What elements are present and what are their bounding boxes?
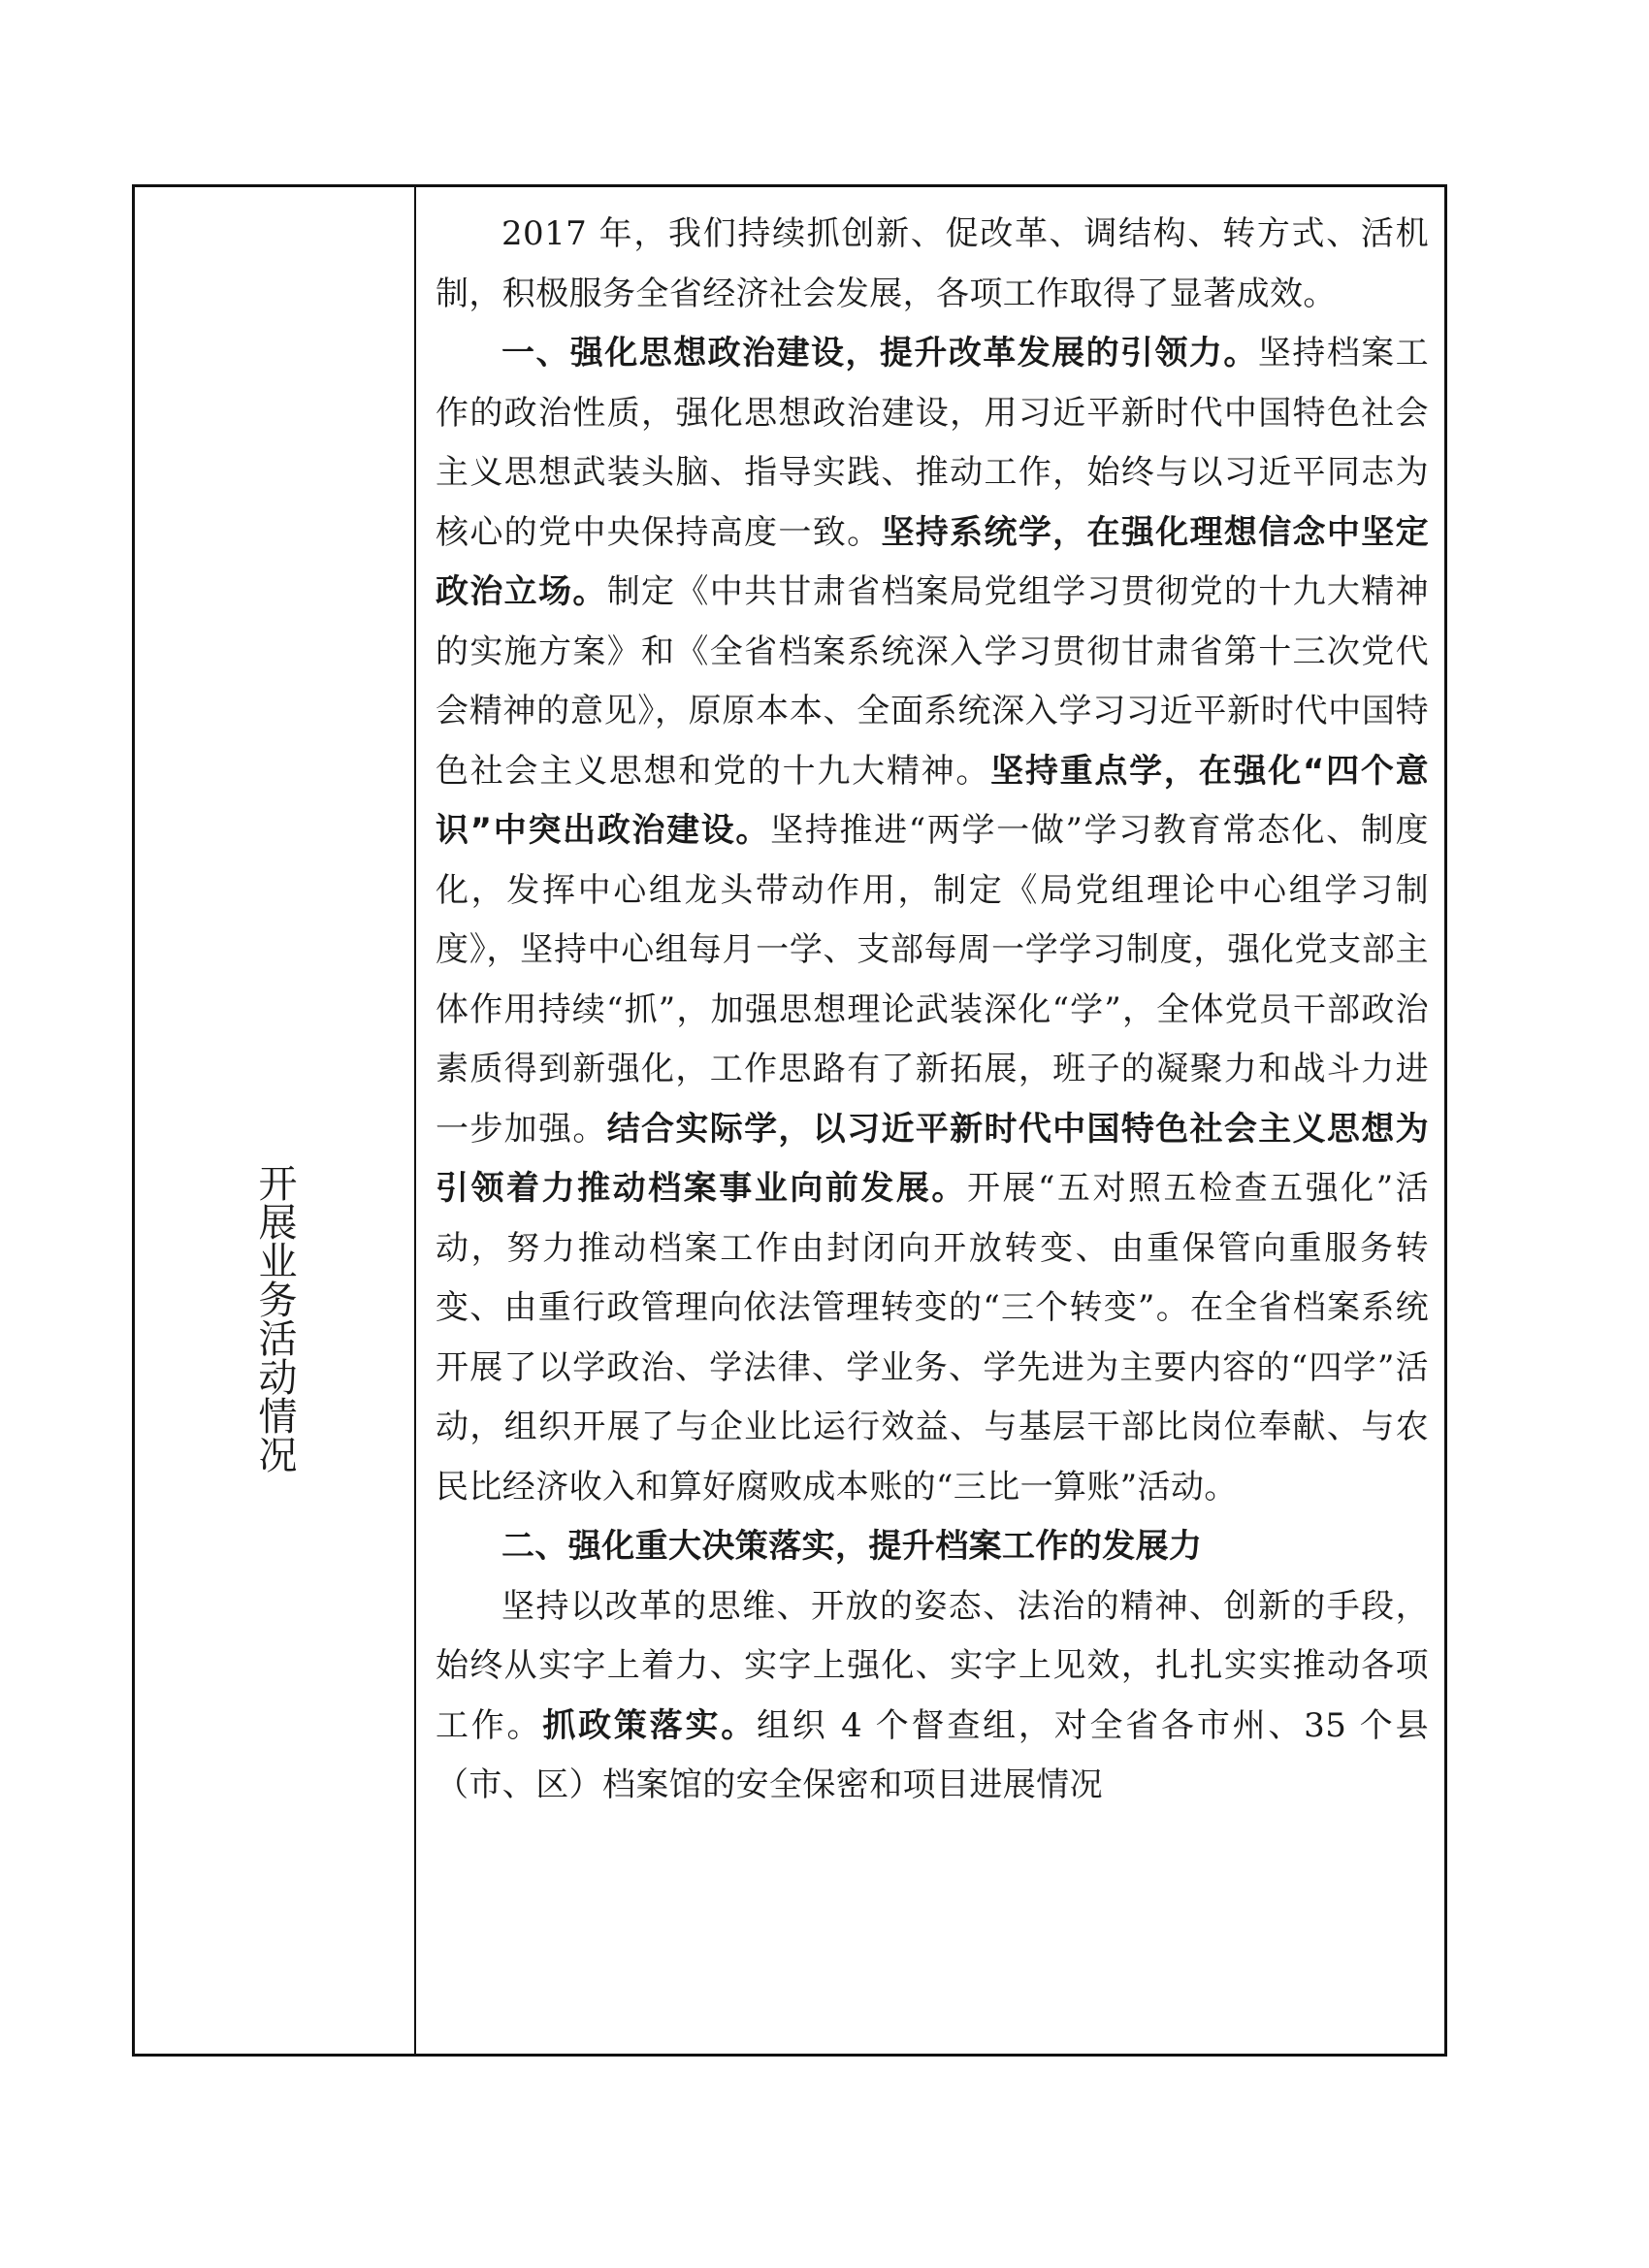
section-two-bold-1: 抓政策落实。 <box>542 1705 758 1745</box>
form-table <box>132 184 1447 2057</box>
section-one-text-1: 坚持档案工作的政治性质，强化思想政治建设，用习近平新时代中国特色社会主义思想武装头脑、指导实践、推动工作，始终与以习近平同志为核心的党中央保持高度一致。 <box>436 334 1429 552</box>
section-one-bold-3: 结合实际学，以习近平新时代中国特色社会主义思想为引领着力推动档案事业向前发展。 <box>436 1109 1429 1208</box>
section-two-heading: 二、强化重大决策落实，提升档案工作的发展力 <box>501 1527 1203 1566</box>
section-one-bold-2: 坚持重点学，在强化“四个意识”中突出政治建设。 <box>436 751 1429 850</box>
section-two-text-2: 组织 4 个督查组，对全省各市州、35 个县（市、区）档案馆的安全保密和项目进展情况 <box>436 1705 1429 1804</box>
label-column <box>135 187 416 2054</box>
section-two-paragraph <box>436 1577 1429 1816</box>
content-column <box>416 187 1444 2054</box>
intro-paragraph: 2017 年，我们持续抓创新、促改革、调结构、转方式、活机制，积极服务全省经济社会发展，各项工作取得了显著成效。 <box>436 214 1429 313</box>
section-one-text-2: 制定《中共甘肃省档案局党组学习贯彻党的十九大精神的实施方案》和《全省档案系统深入学习贯彻甘肃省第十三次党代会精神的意见》，原原本本、全面系统深入学习习近平新时代中国特色社会主义思想和党的十九大精神。 <box>436 572 1429 791</box>
section-one-text-3: 坚持推进“两学一做”学习教育常态化、制度化，发挥中心组龙头带动作用，制定《局党组理论中心组学习制度》，坚持中心组每月一学、支部每周一学学习制度，强化党支部主体作用持续“抓”，加强思想理论武装深化“学”，全体党员干部政治素质得到新强化，工作思路有了新拓展，班子的凝聚力和战斗力进一步加强。 <box>436 811 1429 1149</box>
section-one-paragraph <box>436 324 1429 1517</box>
section-one-bold-1: 坚持系统学，在强化理想信念中坚定政治立场。 <box>436 512 1429 611</box>
section-one-text-4: 开展“五对照五检查五强化”活动，努力推动档案工作由封闭向开放转变、由重保管向重服务转变、由重行政管理向依法管理转变的“三个转变”。在全省档案系统开展了以学政治、学法律、学业务、学先进为主要内容的“四学”活动，组织开展了与企业比运行效益、与基层干部比岗位奉献、与农民比经济收入和算好腐败成本账的“三比一算账”活动。 <box>436 1169 1429 1507</box>
row-label: 开展业务活动情况 <box>252 1163 297 1474</box>
section-one-heading: 一、强化思想政治建设，提升改革发展的引领力。 <box>501 334 1258 373</box>
section-two-text-1: 坚持以改革的思维、开放的姿态、法治的精神、创新的手段，始终从实字上着力、实字上强化、实字上见效，扎扎实实推动各项工作。 <box>436 1586 1429 1745</box>
